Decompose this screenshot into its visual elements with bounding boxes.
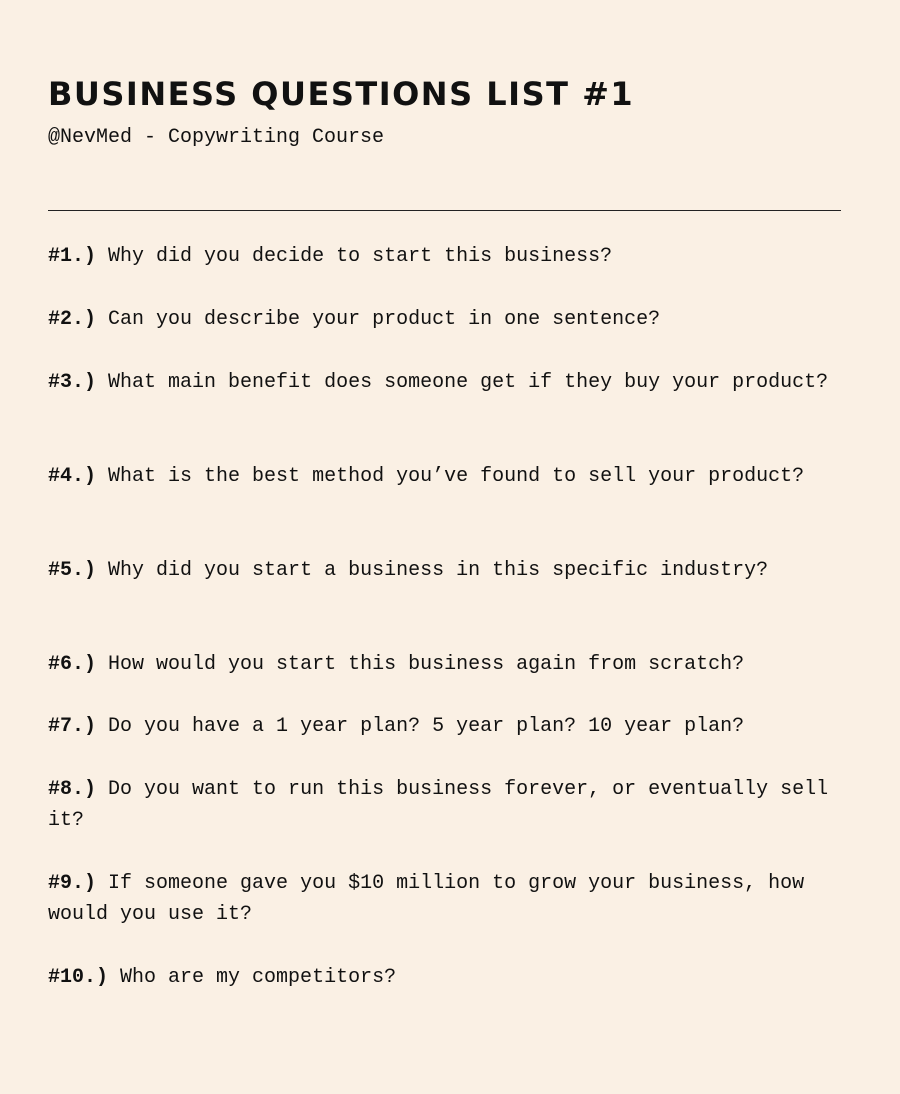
question-item [48,868,848,930]
question-text: How would you start this business again from scratch? [108,653,745,676]
question-item [48,241,848,272]
question-number: #1.) [48,245,97,268]
question-number: #6.) [48,653,97,676]
question-number: #9.) [48,872,97,895]
question-text: Do you want to run this business forever, or eventually sell it? [48,778,829,832]
question-text: Why did you start a business in this specific industry? [108,559,769,582]
question-item [48,711,848,742]
question-item [48,461,848,492]
question-number: #8.) [48,778,97,801]
question-item [48,774,848,836]
question-text: Who are my competitors? [120,966,397,989]
question-text: If someone gave you $10 million to grow your business, how would you use it? [48,872,805,926]
question-text: Can you describe your product in one sentence? [108,308,661,331]
divider [48,210,841,211]
question-text: What is the best method you’ve found to sell your product? [108,465,805,488]
question-item [48,649,848,680]
question-item [48,304,848,335]
question-item [48,555,848,586]
question-number: #5.) [48,559,97,582]
page-title: BUSINESS QUESTIONS LIST #1 [48,75,635,113]
question-text: Why did you decide to start this business? [108,245,613,268]
question-text: Do you have a 1 year plan? 5 year plan? 10 year plan? [108,715,745,738]
question-number: #10.) [48,966,109,989]
question-number: #7.) [48,715,97,738]
question-number: #4.) [48,465,97,488]
page-subtitle: @NevMed - Copywriting Course [48,126,385,149]
question-number: #3.) [48,371,97,394]
question-number: #2.) [48,308,97,331]
question-text: What main benefit does someone get if they buy your product? [108,371,829,394]
question-item [48,962,848,993]
question-item [48,367,848,398]
